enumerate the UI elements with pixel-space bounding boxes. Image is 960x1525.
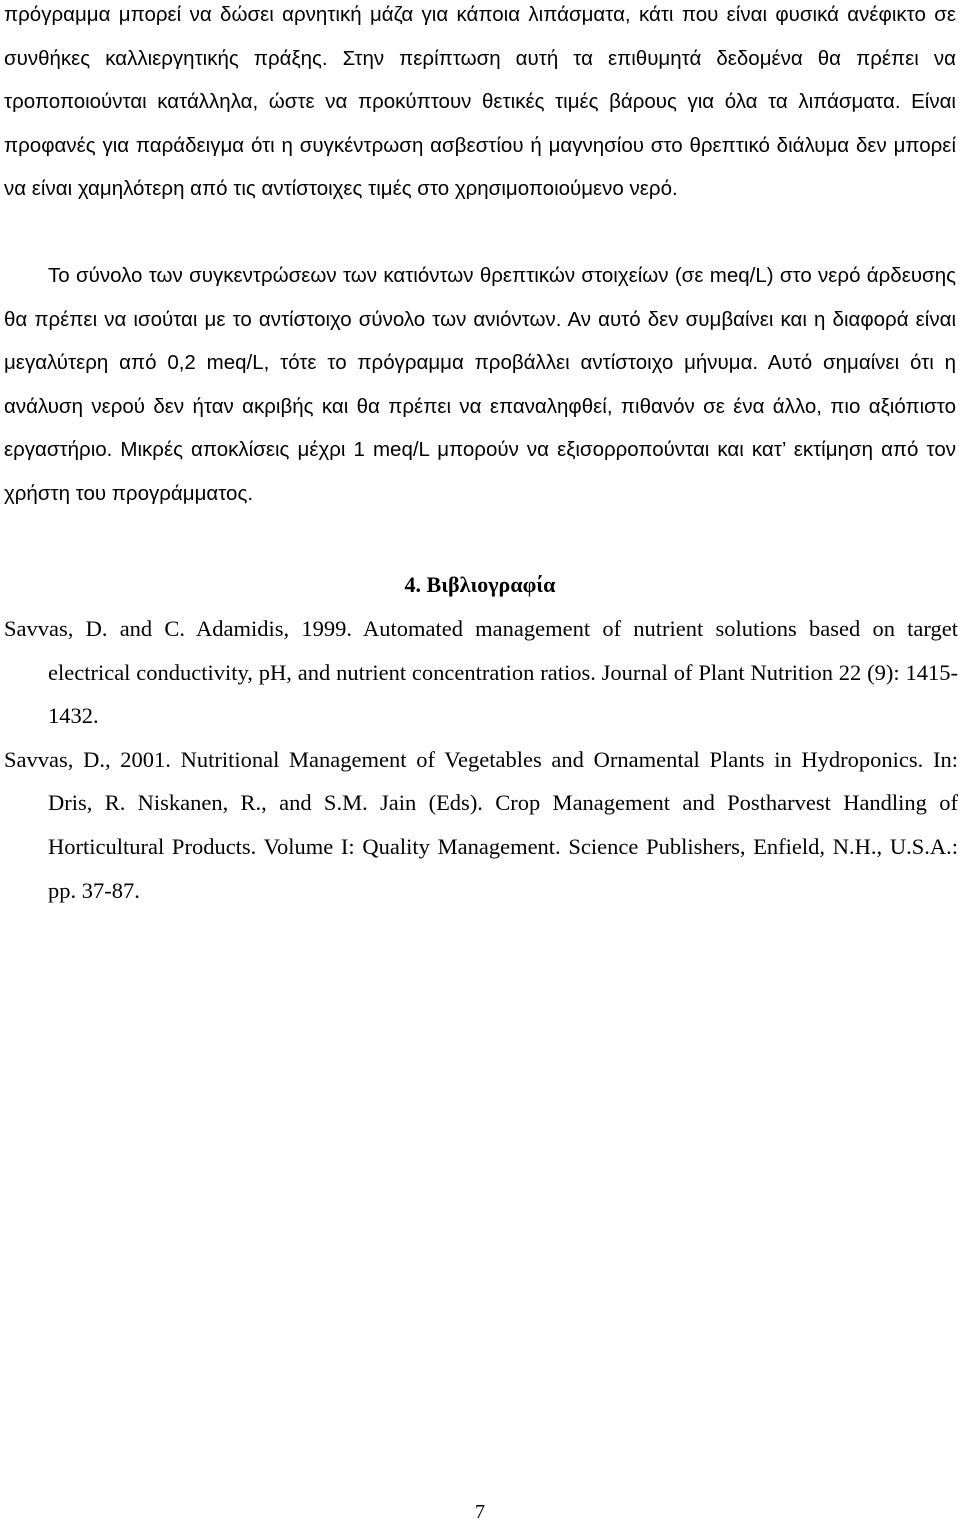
reference-item: Savvas, D. and C. Adamidis, 1999. Automated management of nutrient solutions based on target electrical conductivity, pH, and nutrient concentration ratios. Journal of Plant Nutrition 22 (9): 1415-1432.: [4, 616, 958, 729]
reference-item: Savvas, D., 2001. Nutritional Management of Vegetables and Ornamental Plants in Hydroponics. In: Dris, R. Niskanen, R., and S.M. Jain (Eds). Crop Management and Postharvest Handling of Horticultural Products. Volume I: Quality Management. Science Publishers, Enfield, N.H., U.S.A.: pp. 37-87.: [4, 746, 958, 903]
section-heading: 4. Βιβλιογραφία: [404, 572, 556, 597]
body-paragraph: πρόγραμμα μπορεί να δώσει αρνητική μάζα για κάποια λιπάσματα, κάτι που είναι φυσικά ανέφικτο σε συνθήκες καλλιεργητικής πράξης. Στην περίπτωση αυτή τα επιθυμητά δεδομένα θα πρέπει να τροποποιούνται κατάλληλα, ώστε να προκύπτουν θετικές τιμές βάρους για όλα τα λιπάσματα. Είναι προφανές για παράδειγμα ότι η συγκέντρωση ασβεστίου ή μαγνησίου στο θρεπτικό διάλυμα δεν μπορεί να είναι χαμηλότερη από τις αντίστοιχες τιμές στο χρησιμοποιούμενο νερό.: [4, 3, 956, 201]
reference-list: [4, 607, 958, 912]
body-paragraph: Το σύνολο των συγκεντρώσεων των κατιόντων θρεπτικών στοιχείων (σε meq/L) στο νερό άρδευσης θα πρέπει να ισούται με το αντίστοιχο σύνολο των ανιόντων. Αν αυτό δεν συμβαίνει και η διαφορά είναι μεγαλύτερη από 0,2 meq/L, τότε το πρόγραμμα προβάλλει αντίστοιχο μήνυμα. Αυτό σημαίνει ότι η ανάλυση νερού δεν ήταν ακριβής και θα πρέπει να επαναληφθεί, πιθανόν σε ένα άλλο, πιο αξιόπιστο εργαστήριο. Μικρές αποκλίσεις μέχρι 1 meq/L μπορούν να εξισορροπούνται και κατ’ εκτίμηση από τον χρήστη του προγράμματος.: [4, 264, 956, 505]
page-number: 7: [475, 1501, 485, 1523]
